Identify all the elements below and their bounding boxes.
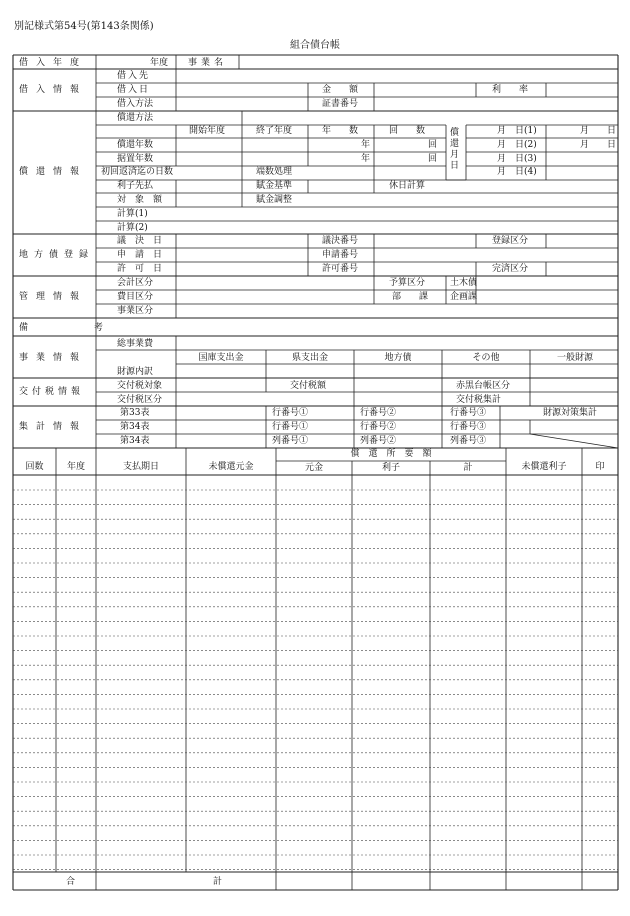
- ledger-total-b: 計: [213, 877, 223, 887]
- form-id: 別記様式第54号(第143条関係): [14, 21, 154, 32]
- repay-method-label: 償還方法: [117, 113, 154, 123]
- kai-2: 回: [428, 154, 438, 164]
- project-class-label: 事業区分: [117, 306, 154, 316]
- holiday-calc-label: 休日計算: [389, 181, 426, 191]
- table34a-label: 第34表: [120, 422, 150, 432]
- row-no-3a: 行番号③: [450, 408, 487, 418]
- cert-no-label: 証書番号: [322, 99, 359, 109]
- ledger-times-header: 回数: [25, 462, 44, 472]
- ledger-principal-header: 元金: [304, 463, 323, 473]
- month-day-3: 月 日(3): [497, 154, 537, 164]
- month-day-2: 月 日(2): [497, 140, 537, 150]
- row-no-2a: 行番号②: [360, 408, 397, 418]
- local-bond-section: 地方債登録: [19, 250, 95, 260]
- budget-value: 土木債: [450, 278, 478, 288]
- lender-label: 借入先: [117, 71, 151, 81]
- total-cost-label: 総事業費: [117, 339, 154, 349]
- application-date-label: 申 請 日: [117, 250, 163, 260]
- tax-total-label: 交付税集計: [456, 395, 502, 405]
- target-amount-label: 対 象 額: [117, 195, 163, 205]
- fee-basis-label: 賦金基準: [256, 181, 293, 191]
- fraction-label: 端数処理: [256, 167, 293, 177]
- col-no-2: 列番号②: [360, 436, 397, 446]
- fund-national: 国庫支出金: [198, 353, 244, 363]
- nen-2: 年: [361, 154, 371, 164]
- kai-1: 回: [428, 140, 438, 150]
- ledger-unpaid-principal-header: 未償還元金: [208, 462, 254, 472]
- month-day-1: 月 日(1): [497, 126, 537, 136]
- grid-line: [530, 434, 618, 448]
- month-day-r1: 月 日: [580, 126, 617, 136]
- interest-first-label: 利子先払: [117, 181, 154, 191]
- project-name-label: 事業名: [188, 58, 228, 68]
- page-title: 組合債台帳: [290, 40, 340, 51]
- rate-label: 利 率: [492, 85, 529, 95]
- repay-years-label: 償還年数: [117, 140, 154, 150]
- row-no-2b: 行番号②: [360, 422, 397, 432]
- month-day-r2: 月 日: [580, 140, 617, 150]
- row-no-1a: 行番号①: [272, 408, 309, 418]
- row-no-3b: 行番号③: [450, 422, 487, 432]
- tax-target-label: 交付税対象: [117, 381, 163, 391]
- table33-label: 第33表: [120, 408, 150, 418]
- repay-month-day-label: 償還月日: [450, 128, 460, 171]
- ledger-total-a: 合: [66, 877, 76, 887]
- account-class-label: 会計区分: [117, 278, 154, 288]
- fund-other: その他: [472, 353, 500, 363]
- month-day-4: 月 日(4): [497, 167, 537, 177]
- borrow-info-section: 借入情報: [19, 85, 88, 95]
- fee-adjust-label: 賦金調整: [256, 195, 293, 205]
- ledger-seal-header: 印: [595, 462, 605, 472]
- tax-info-section: 交付税情報: [19, 387, 85, 397]
- funding-breakdown-label: 財源内訳: [117, 367, 154, 377]
- nen-1: 年: [361, 140, 371, 150]
- dept-value: 企画課: [450, 292, 478, 302]
- calc1-label: 計算(1): [117, 209, 148, 219]
- tax-class-label: 交付税区分: [117, 395, 163, 405]
- years-label: 年 数: [322, 126, 359, 136]
- summary-info-section: 集計情報: [19, 422, 88, 432]
- dept-label: 部 課: [392, 292, 429, 302]
- permit-no-label: 許可番号: [322, 264, 359, 274]
- ledger-paydate-header: 支払期日: [122, 462, 159, 472]
- resolution-no-label: 議決番号: [322, 236, 359, 246]
- repay-info-section: 償還情報: [19, 167, 88, 177]
- ledger-interest-header: 利子: [381, 463, 400, 473]
- fund-general: 一般財源: [556, 353, 593, 363]
- expense-class-label: 費目区分: [117, 292, 154, 302]
- register-class-label: 登録区分: [492, 236, 529, 246]
- resolution-date-label: 議 決 日: [117, 236, 163, 246]
- year-label: 年度: [150, 58, 169, 68]
- repaid-class-label: 完済区分: [492, 264, 529, 274]
- borrow-method-label: 借入方法: [117, 99, 154, 109]
- col-no-3: 列番号③: [450, 436, 487, 446]
- application-no-label: 申請番号: [322, 250, 359, 260]
- fund-local-bond: 地方債: [384, 353, 412, 363]
- ledger-required-header: 償 還 所 要 額: [350, 449, 432, 459]
- row-no-1b: 行番号①: [272, 422, 309, 432]
- calc2-label: 計算(2): [117, 223, 148, 233]
- management-section: 管理情報: [19, 292, 88, 302]
- times-label: 回 数: [389, 126, 426, 136]
- red-black-label: 赤黒台帳区分: [456, 381, 511, 391]
- first-days-label: 初回返済迄の日数: [101, 167, 174, 177]
- fund-prefecture: 県支出金: [291, 353, 328, 363]
- project-info-section: 事業情報: [19, 353, 88, 363]
- fin-total-label: 財源対策集計: [543, 408, 598, 418]
- tax-amount-label: 交付税額: [290, 381, 327, 391]
- borrow-date-label: 借入日: [117, 85, 151, 95]
- remarks-label: 備 考: [19, 323, 110, 333]
- col-no-1: 列番号①: [272, 436, 309, 446]
- table34b-label: 第34表: [120, 436, 150, 446]
- grace-years-label: 据置年数: [117, 154, 154, 164]
- borrow-year-label: 借入年度: [19, 58, 88, 68]
- ledger-total-header: 計: [463, 463, 473, 473]
- amount-label: 金 額: [322, 85, 359, 95]
- ledger-year-header: 年度: [66, 462, 85, 472]
- end-year-label: 終了年度: [256, 126, 293, 136]
- permit-date-label: 許 可 日: [117, 264, 163, 274]
- ledger-unpaid-interest-header: 未償還利子: [521, 462, 567, 472]
- start-year-label: 開始年度: [189, 126, 226, 136]
- budget-class-label: 予算区分: [389, 278, 426, 288]
